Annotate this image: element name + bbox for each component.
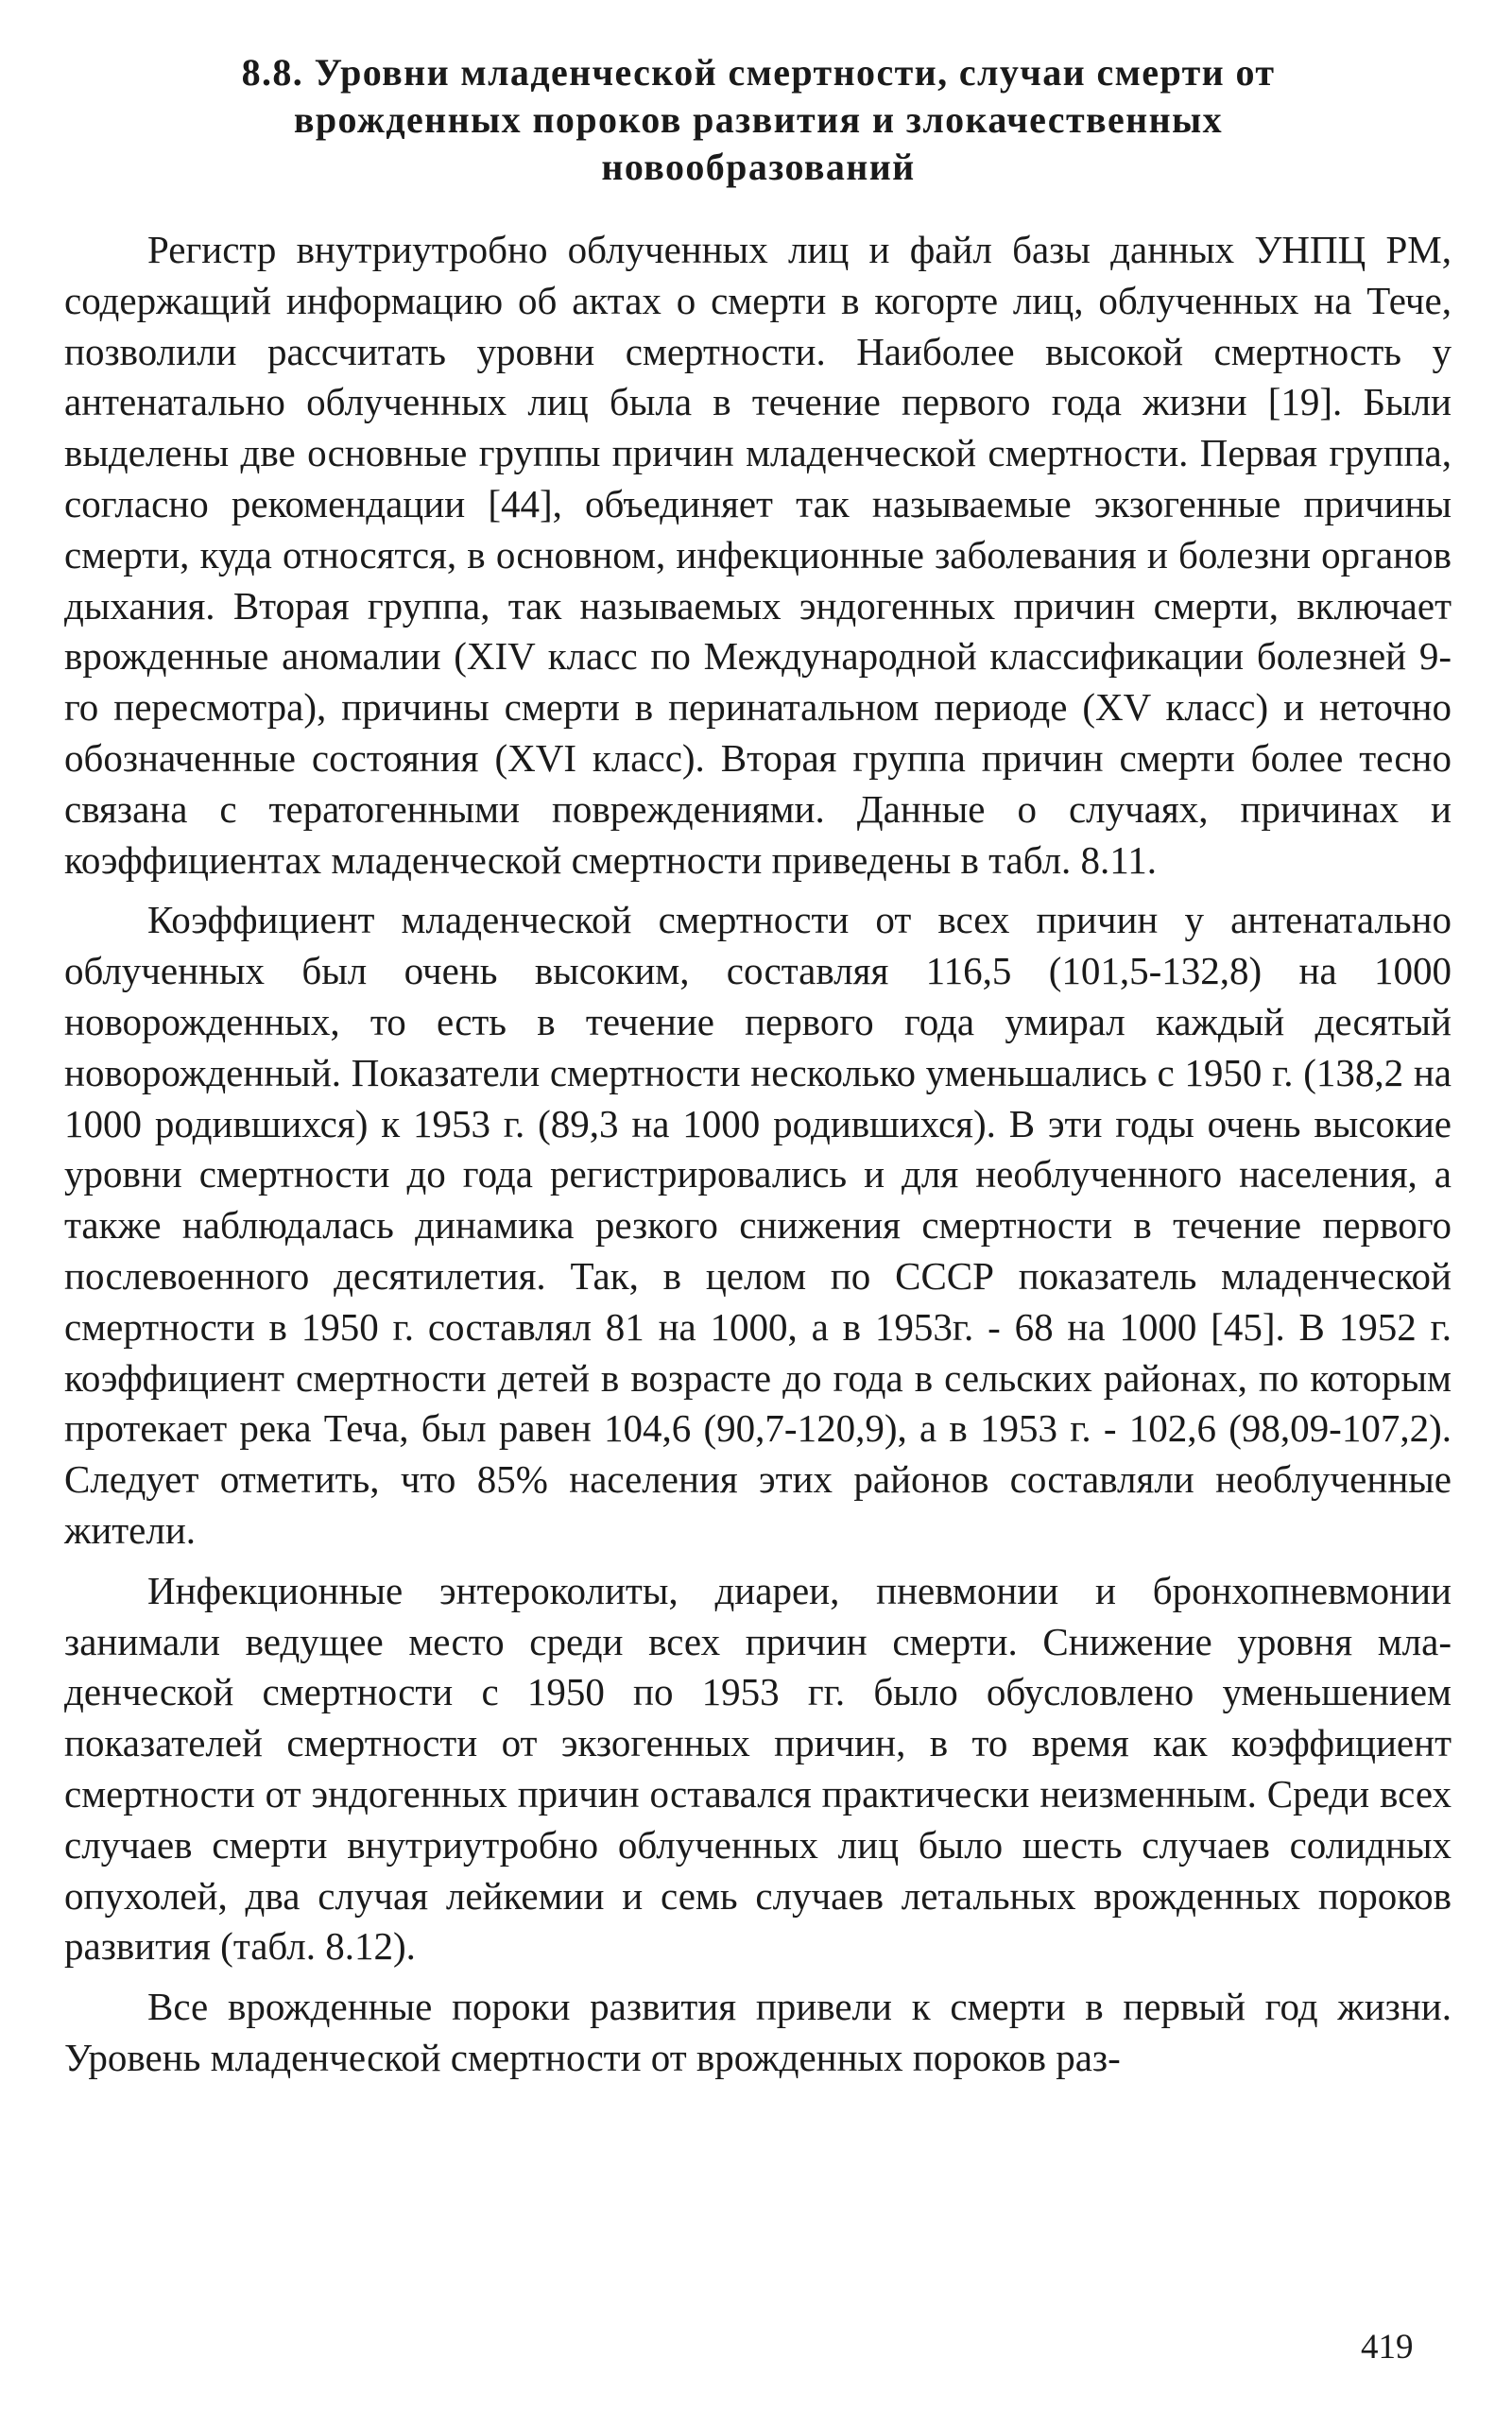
paragraph-malformations: Все врожденные пороки развития привели к смерти в первый год жизни. Уровень младенческой смертности от врожденных пороков раз- — [64, 1985, 1452, 2079]
section-heading-line-3: новообразований — [601, 146, 916, 188]
paragraph-mortality-rate: Коэффициент младенческой смертности от всех причин у антенатально облученных был очень высоким, составляя 116,5 (101,5-132,8) на 1000 новорожденных, то есть в течение первого года умирал каждый десятый новорожденный. Показатели смертности несколько уменьшались с 1950 г. (138,2 на 1000 родившихся) к 1953 г. (89,3 на 1000 родившихся). В эти годы очень высокие уровни смертности до года регистрировались и для необлученного населения, а также наблюдалась динамика резкого снижения смертности в течение первого послевоенного десятилетия. Так, в целом по СССР показатель младенческой смертности в 1950 г. составлял 81 на 1000, а в 1953г. - 68 на 1000 [45]. В 1952 г. коэффициент смертности детей в возрасте до года в сельских районах, по которым протекает река Теча, был равен 104,6 (90,7-120,9), а в 1953 г. - 102,6 (98,09-107,2). Следует отметить, что 85% населения этих районов составляли необлученные жители. — [64, 898, 1452, 1552]
section-heading-line-1: 8.8. Уровни младенческой смертности, случаи смерти от — [241, 51, 1276, 94]
paragraph-intro: Регистр внутриутробно облученных лиц и файл базы данных УНПЦ РМ, содержащий информацию об актах о смерти в когорте лиц, облученных на Тече, позволили рассчитать уровни смертности. Наиболее высокой смертность у антенатально облученных лиц была в течение первого года жизни [19]. Были выделены две основные группы причин младенческой смертности. Первая группа, согласно рекомендации [44], объединяет так называемые экзогенные причины смерти, куда относятся, в основном, инфекционные заболевания и болезни органов дыхания. Вторая группа, так называемых эндогенных причин смерти, включает врожденные аномалии (XIV класс по Международной классификации болезней 9-го пересмотра), причины смерти в перинатальном периоде (XV класс) и неточно обозначенные состояния (XVI класс). Вторая группа причин смерти более тесно связана с тератогенными повреждениями. Данные о случаях, причинах и коэффициентах младенческой смертности приведены в табл. 8.11. — [64, 228, 1452, 882]
paragraph-causes: Инфекционные энтероколиты, диареи, пневмонии и бронхопневмонии занимали ведущее место среди всех причин смерти. Снижение уровня младенческой смертности с 1950 по 1953 гг. было обусловлено уменьшением показателей смертности от экзогенных причин, в то время как коэффициент смертности от эндогенных причин оставался практически неизменным. Среди всех случаев смерти внутриутробно облученных лиц было шесть случаев солидных опухолей, два случая лейкемии и семь случаев летальных врожденных пороков развития (табл. 8.12). — [64, 1568, 1452, 1969]
section-heading — [161, 49, 1356, 191]
body-text — [64, 225, 1452, 2093]
section-heading-line-2: врожденных пороков развития и злокачественных — [293, 98, 1224, 141]
page-number: 419 — [1361, 2328, 1414, 2367]
